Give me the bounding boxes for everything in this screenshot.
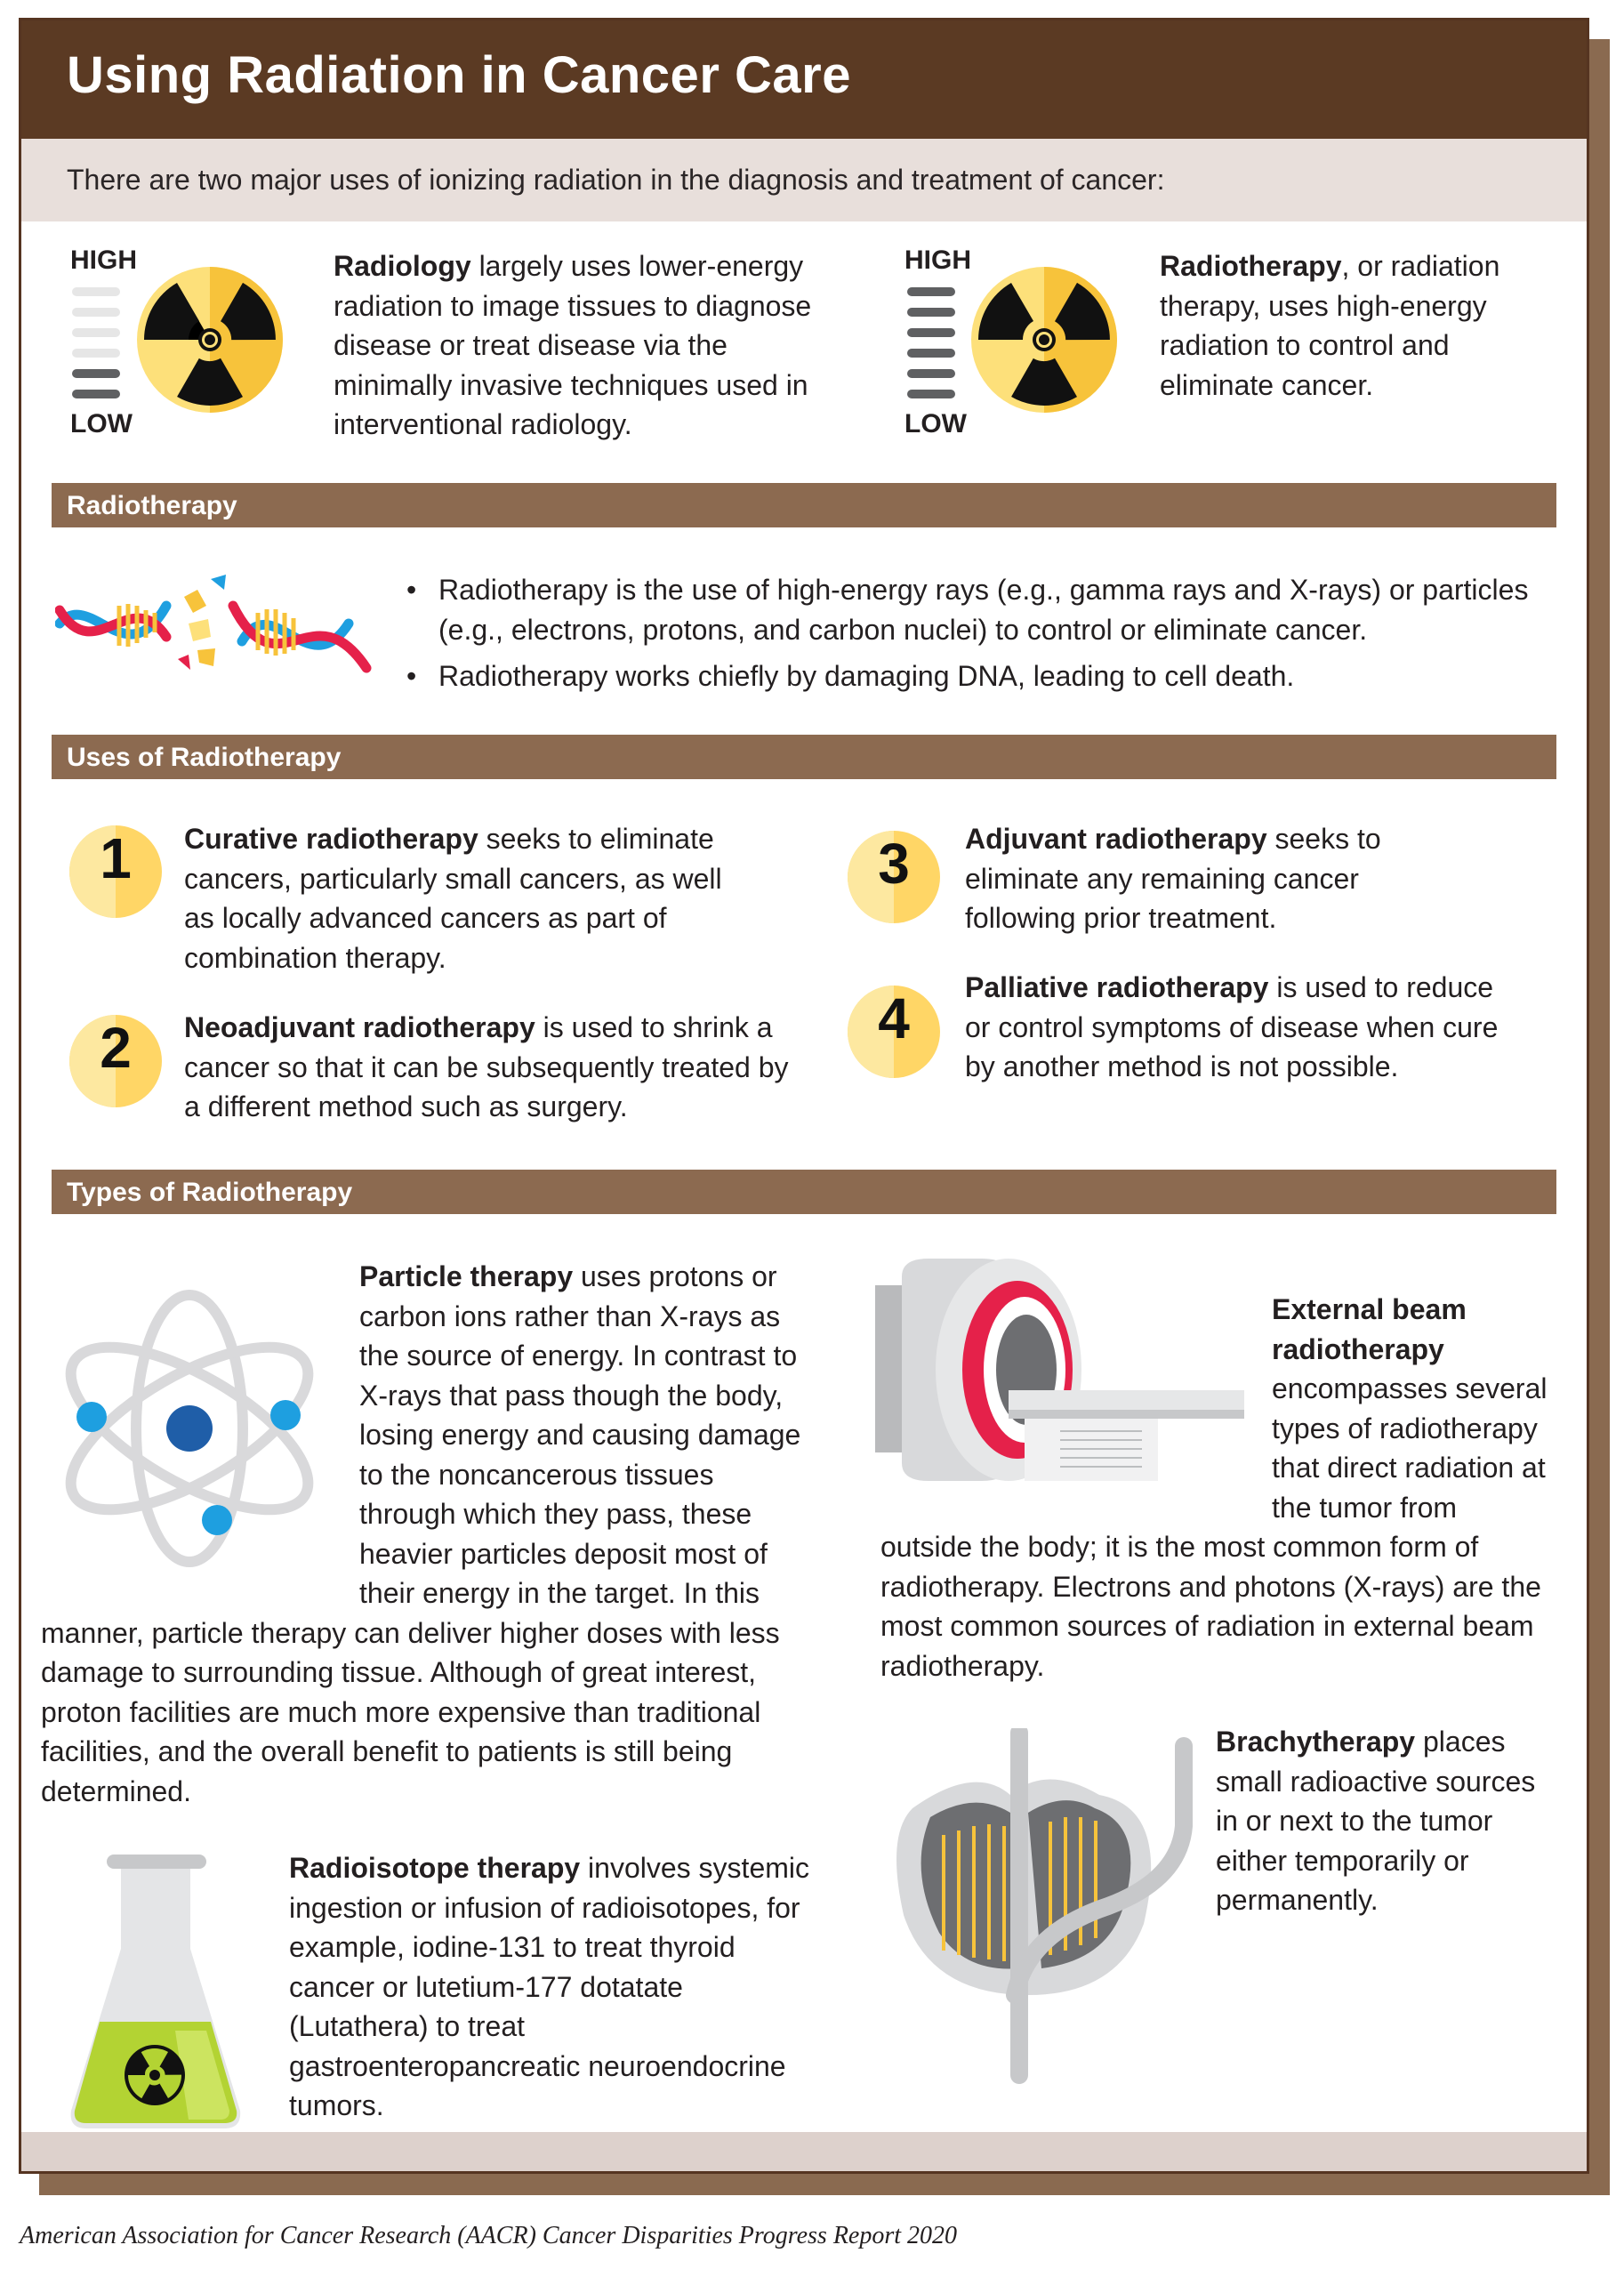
radioisotope-flask-icon	[64, 1853, 246, 2133]
scale-low-label: LOW	[904, 409, 967, 439]
scale-bar	[907, 390, 955, 398]
type-text: encompasses several types of radiotherapy that direct radiation at the tumor from outside the body; it is the most common form of radiotherapy. Electrons and photons (X-rays) are the most common sources of radiation in external beam radiotherapy.	[880, 1372, 1548, 1682]
scale-bar	[72, 390, 120, 398]
radiology-text: largely uses lower-energy radiation to image tissues to diagnose disease or treat disease via the minimally invasive techniques used in interventional radiology.	[334, 250, 812, 440]
scale-bar	[907, 308, 955, 317]
scale-bar	[72, 328, 120, 337]
radiation-icon	[135, 265, 285, 414]
radioisotope-therapy-description	[289, 1848, 823, 2126]
use-curative	[184, 819, 753, 978]
brachytherapy-description	[1216, 1722, 1563, 1920]
scale-bar	[907, 369, 955, 378]
bullet-item: • Radiotherapy is the use of high-energy rays (e.g., gamma rays and X-rays) or particles (e.g., electrons, protons, and carbon nuclei) to control or eliminate cancer.	[406, 574, 1529, 646]
section-title: Radiotherapy	[67, 491, 237, 520]
radiotherapy-term: Radiotherapy	[1160, 250, 1342, 282]
use-term: Palliative radiotherapy	[965, 971, 1269, 1003]
section-title: Uses of Radiotherapy	[67, 743, 342, 772]
scale-bar	[907, 349, 955, 358]
type-term: Brachytherapy	[1216, 1726, 1416, 1758]
scale-bar	[72, 308, 120, 317]
use-text: is used to shrink a cancer so that it can be subsequently treated by a different method such as surgery.	[184, 1011, 789, 1122]
type-term: Particle therapy	[359, 1260, 574, 1292]
use-neoadjuvant	[184, 1008, 789, 1127]
type-text: places small radioactive sources in or next to the tumor either temporarily or permanently.	[1216, 1726, 1536, 1916]
particle-therapy-description	[41, 1257, 815, 1811]
bottom-bar	[21, 2132, 1587, 2171]
use-text: seeks to eliminate cancers, particularly small cancers, as well as locally advanced cancers as part of combination therapy.	[184, 823, 722, 974]
radiology-term: Radiology	[334, 250, 471, 282]
text-wrap-spacer	[880, 1290, 1272, 1508]
bullet-item: • Radiotherapy works chiefly by damaging DNA, leading to cell death.	[406, 660, 1295, 692]
text-wrap-spacer	[41, 1257, 359, 1613]
infographic-card	[19, 18, 1589, 2174]
radiotherapy-bullet-list	[406, 570, 1554, 692]
source-credit: American Association for Cancer Research (AACR) Cancer Disparities Progress Report 2020	[20, 2222, 958, 2249]
scale-high-label: HIGH	[70, 245, 137, 275]
use-text: seeks to eliminate any remaining cancer following prior treatment.	[965, 823, 1381, 934]
intro-text: There are two major uses of ionizing radiation in the diagnosis and treatment of cancer:	[67, 164, 1165, 196]
section-title: Types of Radiotherapy	[67, 1178, 353, 1207]
scale-bar	[907, 287, 955, 296]
section-header-radiotherapy	[52, 483, 1556, 527]
section-header-types	[52, 1170, 1556, 1214]
radiation-icon	[969, 265, 1119, 414]
scale-low-label: LOW	[70, 409, 133, 439]
type-term: External beam radiotherapy	[1272, 1293, 1467, 1365]
dna-damage-icon	[55, 570, 375, 704]
radiology-description	[334, 246, 814, 445]
use-palliative	[965, 968, 1516, 1087]
type-text: uses protons or carbon ions rather than X-rays as the source of energy. In contrast to X-rays that pass though the body, losing energy and causing damage to the noncancerous tissues through which they pass, these heavier particles deposit most of their energy in the target. In this manner, particle therapy can deliver higher doses with less damage to surrounding tissue. Although of great interest, proton facilities are much more expensive than traditional facilities, and the overall benefit to patients is still being determined.	[41, 1260, 801, 1807]
number-badge-1: 1	[69, 825, 162, 918]
external-beam-description	[880, 1290, 1556, 1686]
type-term: Radioisotope therapy	[289, 1852, 581, 1884]
scale-bar	[907, 328, 955, 337]
bullet-text: Radiotherapy is the use of high-energy rays (e.g., gamma rays and X-rays) or particles (e.g., electrons, protons, and carbon nuclei) to control or eliminate cancer.	[438, 574, 1529, 646]
brachytherapy-organ-icon	[877, 1728, 1197, 2084]
bullet-text: Radiotherapy works chiefly by damaging DNA, leading to cell death.	[438, 660, 1295, 692]
use-adjuvant	[965, 819, 1463, 938]
radiotherapy-summary-text: , or radiation therapy, uses high-energy radiation to control and eliminate cancer.	[1160, 250, 1500, 401]
scale-bar	[72, 349, 120, 358]
page-title: Using Radiation in Cancer Care	[67, 46, 851, 104]
use-term: Curative radiotherapy	[184, 823, 478, 855]
title-bar	[21, 20, 1587, 139]
scale-bar	[72, 287, 120, 296]
number-badge-3: 3	[848, 831, 940, 923]
scale-high-label: HIGH	[904, 245, 971, 275]
use-term: Adjuvant radiotherapy	[965, 823, 1267, 855]
intro-bar	[21, 139, 1587, 221]
use-text: is used to reduce or control symptoms of disease when cure by another method is not possible.	[965, 971, 1499, 1082]
scale-bar	[72, 369, 120, 378]
number-badge-2: 2	[69, 1015, 162, 1107]
number-badge-4: 4	[848, 986, 940, 1078]
radiotherapy-summary	[1160, 246, 1551, 405]
section-header-uses	[52, 735, 1556, 779]
type-text: involves systemic ingestion or infusion of radioisotopes, for example, iodine-131 to treat thyroid cancer or lutetium-177 dotatate (Lutathera) to treat gastroenteropancreatic neuroendocrine tumors.	[289, 1852, 809, 2121]
use-term: Neoadjuvant radiotherapy	[184, 1011, 535, 1043]
